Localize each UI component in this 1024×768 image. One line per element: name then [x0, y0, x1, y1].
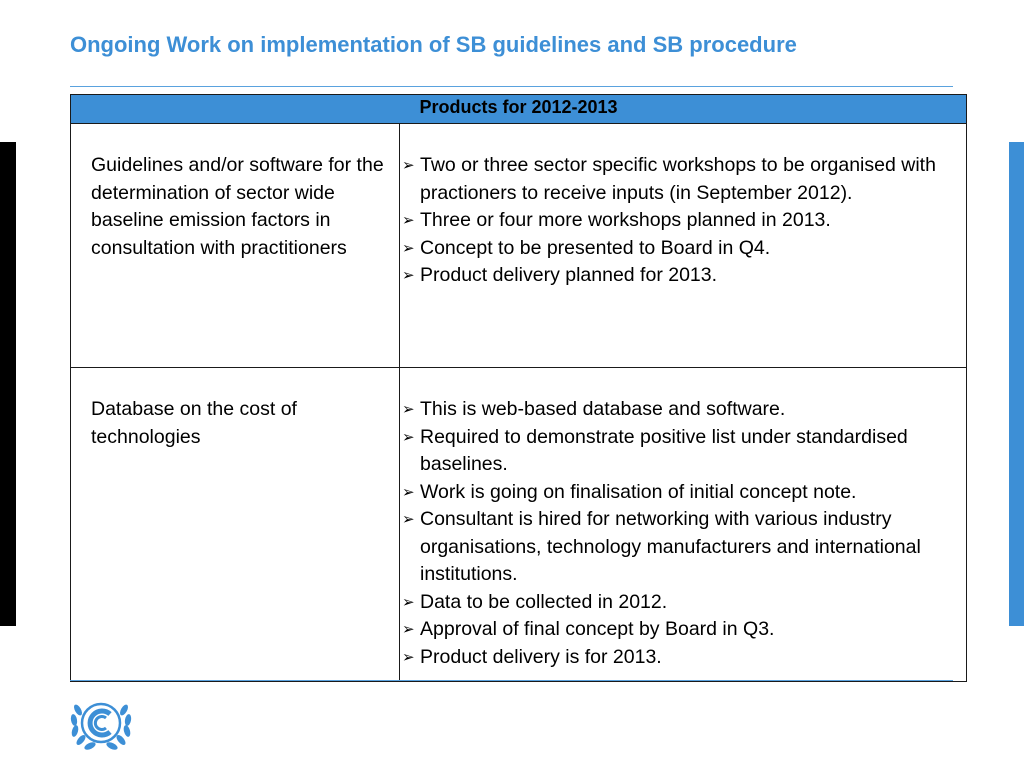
- list-item: [402, 589, 964, 617]
- table-row: [71, 368, 967, 682]
- list-item: [402, 479, 964, 507]
- list-item: [402, 396, 964, 424]
- list-item: [402, 424, 964, 479]
- bullet-text: This is web-based database and software.: [420, 398, 786, 420]
- list-item: [402, 616, 964, 644]
- table-header: Products for 2012-2013: [71, 95, 967, 124]
- right-edge-bar: [1009, 142, 1024, 626]
- bullet-text: Work is going on finalisation of initial concept note.: [420, 480, 857, 503]
- list-item: [402, 262, 964, 290]
- list-item: [402, 644, 964, 672]
- arrowhead-bullet-icon: ➢: [402, 621, 415, 638]
- arrowhead-bullet-icon: ➢: [402, 511, 415, 528]
- product-details: [400, 124, 967, 368]
- bullet-list: [402, 152, 964, 290]
- list-item: [402, 506, 964, 589]
- arrowhead-bullet-icon: ➢: [402, 267, 415, 284]
- bullet-text: Consultant is hired for networking with various industry organisations, technology manufacturers and international institutions.: [420, 508, 921, 585]
- arrowhead-bullet-icon: ➢: [402, 239, 415, 257]
- bullet-text: Three or four more workshops planned in 2013.: [420, 209, 831, 231]
- product-name: Guidelines and/or software for the determination of sector wide baseline emission factors in consultation with practitioners: [71, 124, 400, 368]
- slide-title: Ongoing Work on implementation of SB guidelines and SB procedure: [70, 32, 797, 57]
- footer-divider: [70, 680, 953, 681]
- left-edge-bar: [0, 142, 16, 626]
- title-divider: [70, 86, 953, 87]
- list-item: [402, 152, 964, 207]
- arrowhead-bullet-icon: ➢: [402, 483, 415, 501]
- bullet-list: [402, 396, 964, 671]
- arrowhead-bullet-icon: ➢: [402, 593, 415, 611]
- product-details: [400, 368, 967, 682]
- bullet-text: Concept to be presented to Board in Q4.: [420, 236, 771, 259]
- bullet-text: Approval of final concept by Board in Q3.: [420, 618, 775, 640]
- arrowhead-bullet-icon: ➢: [402, 428, 415, 446]
- arrowhead-bullet-icon: ➢: [402, 212, 415, 229]
- bullet-text: Two or three sector specific workshops to be organised with practioners to receive inputs (in September 2012).: [420, 154, 936, 204]
- bullet-text: Product delivery is for 2013.: [420, 645, 662, 668]
- list-item: [402, 235, 964, 263]
- arrowhead-bullet-icon: ➢: [402, 648, 415, 666]
- products-table: [70, 94, 967, 682]
- arrowhead-bullet-icon: ➢: [402, 157, 415, 174]
- unfccc-logo-icon: [66, 694, 136, 754]
- table-row: [71, 124, 967, 368]
- bullet-text: Required to demonstrate positive list under standardised baselines.: [420, 425, 908, 475]
- arrowhead-bullet-icon: ➢: [402, 401, 415, 418]
- product-name: Database on the cost of technologies: [71, 368, 400, 682]
- bullet-text: Product delivery planned for 2013.: [420, 264, 718, 286]
- bullet-text: Data to be collected in 2012.: [420, 590, 668, 613]
- list-item: [402, 207, 964, 235]
